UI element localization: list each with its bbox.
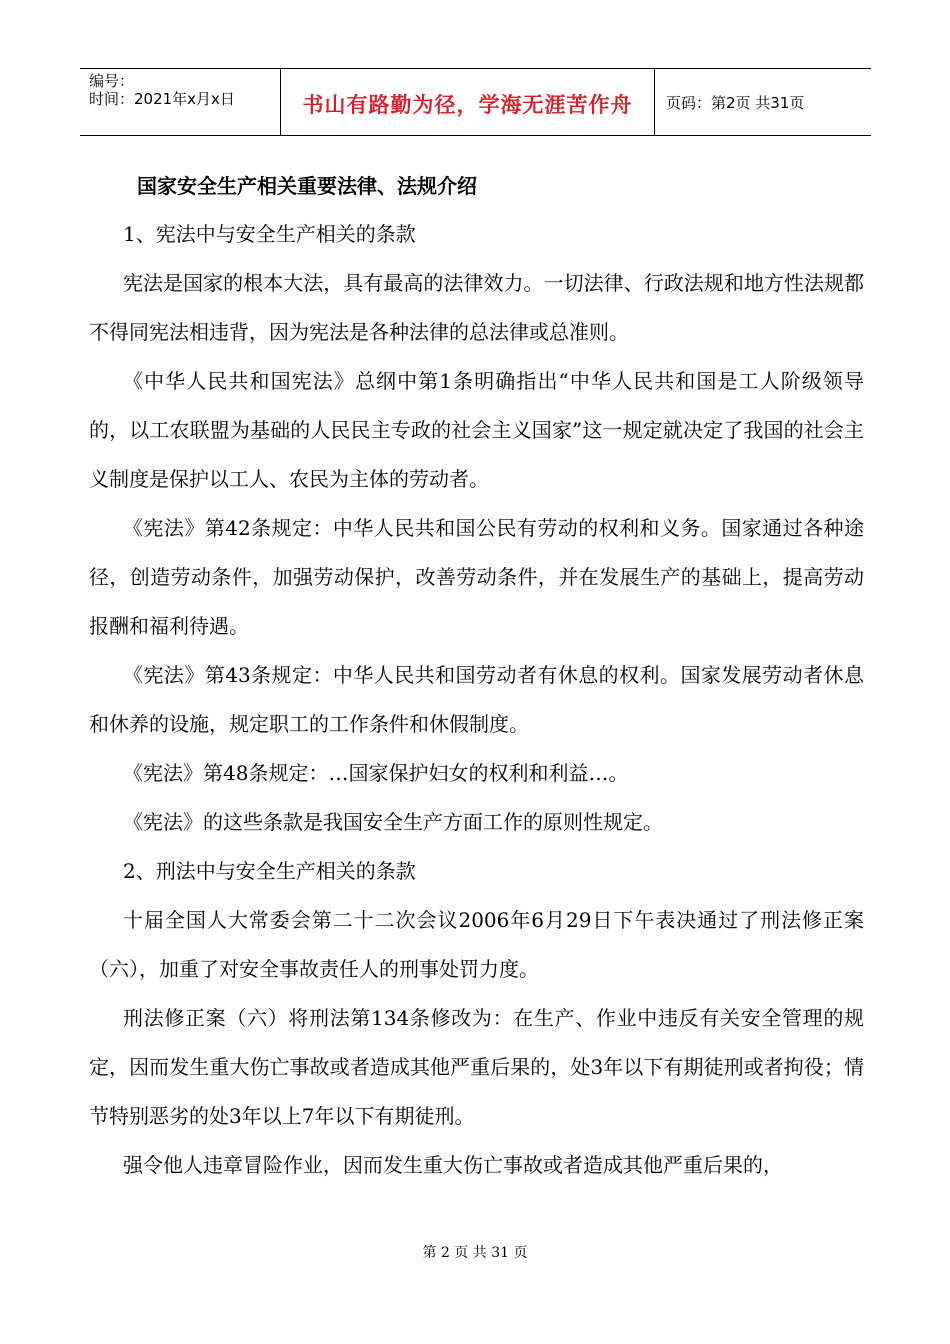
paragraph: 十届全国人大常委会第二十二次会议2006年6月29日下午表决通过了刑法修正案（六），加重了对安全事故责任人的刑事处罚力度。 [89, 908, 864, 981]
paragraph: 2、刑法中与安全生产相关的条款 [123, 859, 416, 883]
paragraph: 宪法是国家的根本大法，具有最高的法律效力。一切法律、行政法规和地方性法规都不得同宪法相违背，因为宪法是各种法律的总法律或总准则。 [89, 271, 864, 344]
paragraph: 强令他人违章冒险作业，因而发生重大伤亡事故或者造成其他严重后果的， [123, 1153, 783, 1177]
paragraph: 《宪法》的这些条款是我国安全生产方面工作的原则性规定。 [123, 810, 663, 834]
paragraph: 《宪法》第42条规定：中华人民共和国公民有劳动的权利和义务。国家通过各种途径，创造劳动条件，加强劳动保护，改善劳动条件，并在发展生产的基础上，提高劳动报酬和福利待遇。 [89, 516, 864, 638]
document-title: 国家安全生产相关重要法律、法规介绍 [137, 174, 477, 198]
number-label: 编号： [89, 72, 135, 90]
document-header [80, 68, 871, 136]
header-meta-cell [80, 69, 281, 135]
paragraph: 刑法修正案（六）将刑法第134条修改为：在生产、作业中违反有关安全管理的规定，因而发生重大伤亡事故或者造成其他严重后果的，处3年以下有期徒刑或者拘役；情节特别恶劣的处3年以上7年以下有期徒刑。 [89, 1006, 864, 1128]
paragraph: 《宪法》第48条规定：…国家保护妇女的权利和利益…。 [123, 761, 629, 785]
document-body [89, 162, 864, 1190]
time-label: 时间：2021年x月x日 [89, 90, 235, 108]
paragraph: 《宪法》第43条规定：中华人民共和国劳动者有休息的权利。国家发展劳动者休息和休养的设施，规定职工的工作条件和休假制度。 [89, 663, 864, 736]
page-footer: 第 2 页 共 31 页 [422, 1245, 528, 1261]
header-page-info: 页码：第2页 共31页 [666, 93, 805, 112]
paragraph: 《中华人民共和国宪法》总纲中第1条明确指出“中华人民共和国是工人阶级领导的，以工农联盟为基础的人民民主专政的社会主义国家”这一规定就决定了我国的社会主义制度是保护以工人、农民为主体的劳动者。 [89, 369, 864, 491]
header-motto: 书山有路勤为径，学海无涯苦作舟 [281, 69, 655, 135]
paragraph: 1、宪法中与安全生产相关的条款 [123, 222, 416, 246]
